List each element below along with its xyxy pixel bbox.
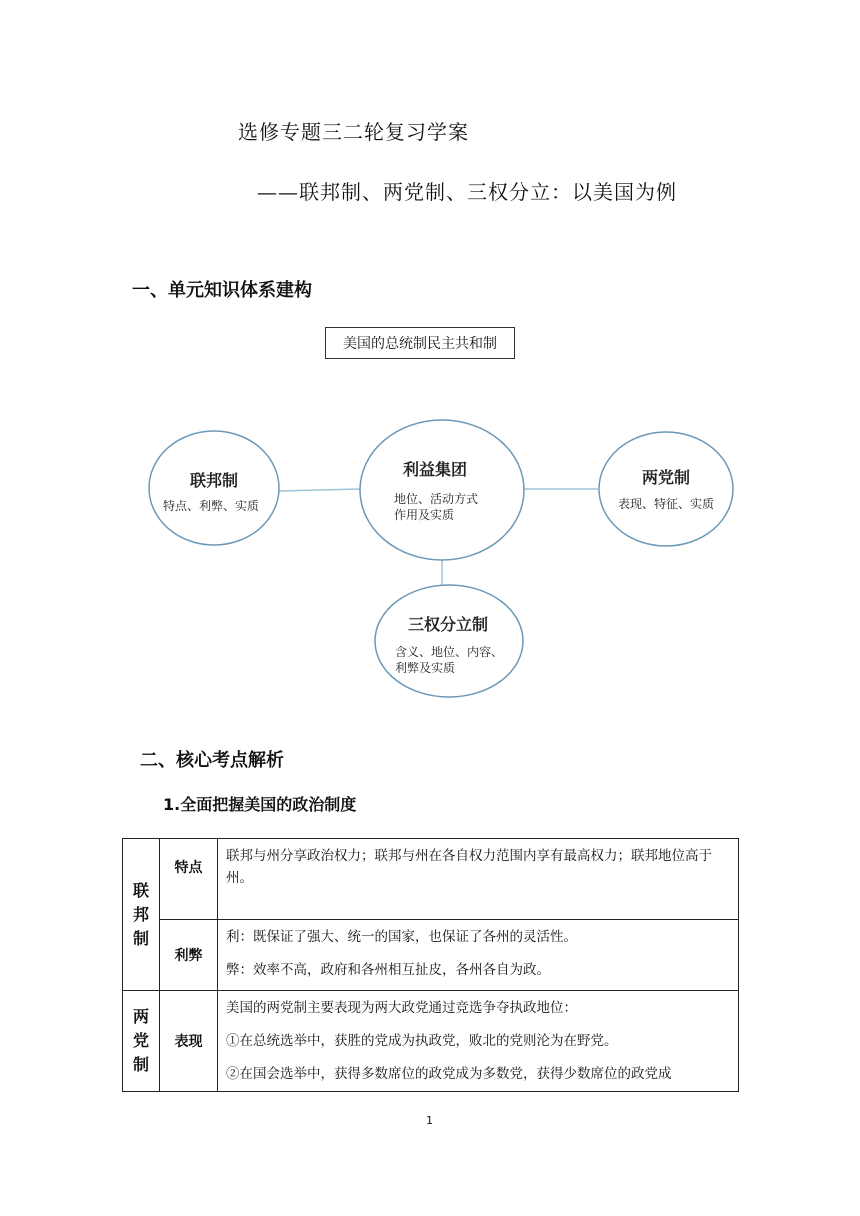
node-interest-groups-desc1: 地位、活动方式 — [394, 492, 479, 506]
label-pros-cons: 利弊 — [160, 920, 218, 991]
text-two-party-manifestation: 美国的两党制主要表现为两大政党通过竞选争夺执政地位： ①在总统选举中，获胜的党成为执政党，败北的党则沦为在野党。 ②在国会选举中，获得多数席位的政党成为多数党，获得少数席位的政党成 — [218, 991, 739, 1092]
node-two-party — [599, 432, 733, 546]
connector-left-center — [279, 489, 360, 491]
node-federalism-title: 联邦制 — [189, 471, 239, 490]
page-number: 1 — [426, 1114, 433, 1127]
table-row — [123, 991, 739, 1092]
node-interest-groups-desc2: 作用及实质 — [394, 508, 455, 522]
document-title: 选修专题三二轮复习学案 — [238, 120, 469, 144]
political-system-table — [122, 838, 739, 1092]
category-federalism: 联 邦 制 — [123, 839, 160, 991]
section-heading-knowledge-system: 一、单元知识体系建构 — [132, 280, 312, 301]
label-manifestation: 表现 — [160, 991, 218, 1092]
section-heading-core-analysis: 二、核心考点解析 — [140, 750, 284, 771]
text-federal-features: 联邦与州分享政治权力；联邦与州在各自权力范围内享有最高权力；联邦地位高于州。 — [218, 839, 739, 920]
node-two-party-title: 两党制 — [641, 468, 691, 487]
node-separation-of-powers — [375, 585, 523, 697]
diagram-top-box: 美国的总统制民主共和制 — [325, 327, 515, 359]
node-two-party-desc: 表现、特征、实质 — [617, 497, 715, 511]
table-row — [123, 839, 739, 920]
document-subtitle: ——联邦制、两党制、三权分立：以美国为例 — [257, 180, 677, 204]
label-features: 特点 — [160, 839, 218, 920]
node-federalism-desc: 特点、利弊、实质 — [162, 499, 260, 513]
subsection-heading-political-system: 1.全面把握美国的政治制度 — [163, 795, 357, 814]
table-row — [123, 920, 739, 991]
node-interest-groups — [360, 420, 524, 560]
node-interest-groups-title: 利益集团 — [402, 460, 468, 479]
node-separation-title: 三权分立制 — [407, 615, 489, 634]
node-separation-desc1: 含义、地位、内容、 — [395, 645, 504, 659]
text-federal-pros-cons: 利：既保证了强大、统一的国家，也保证了各州的灵活性。 弊：效率不高，政府和各州相互扯皮，各州各自为政。 — [218, 920, 739, 991]
node-separation-desc2: 利弊及实质 — [395, 661, 456, 675]
category-two-party: 两 党 制 — [123, 991, 160, 1092]
